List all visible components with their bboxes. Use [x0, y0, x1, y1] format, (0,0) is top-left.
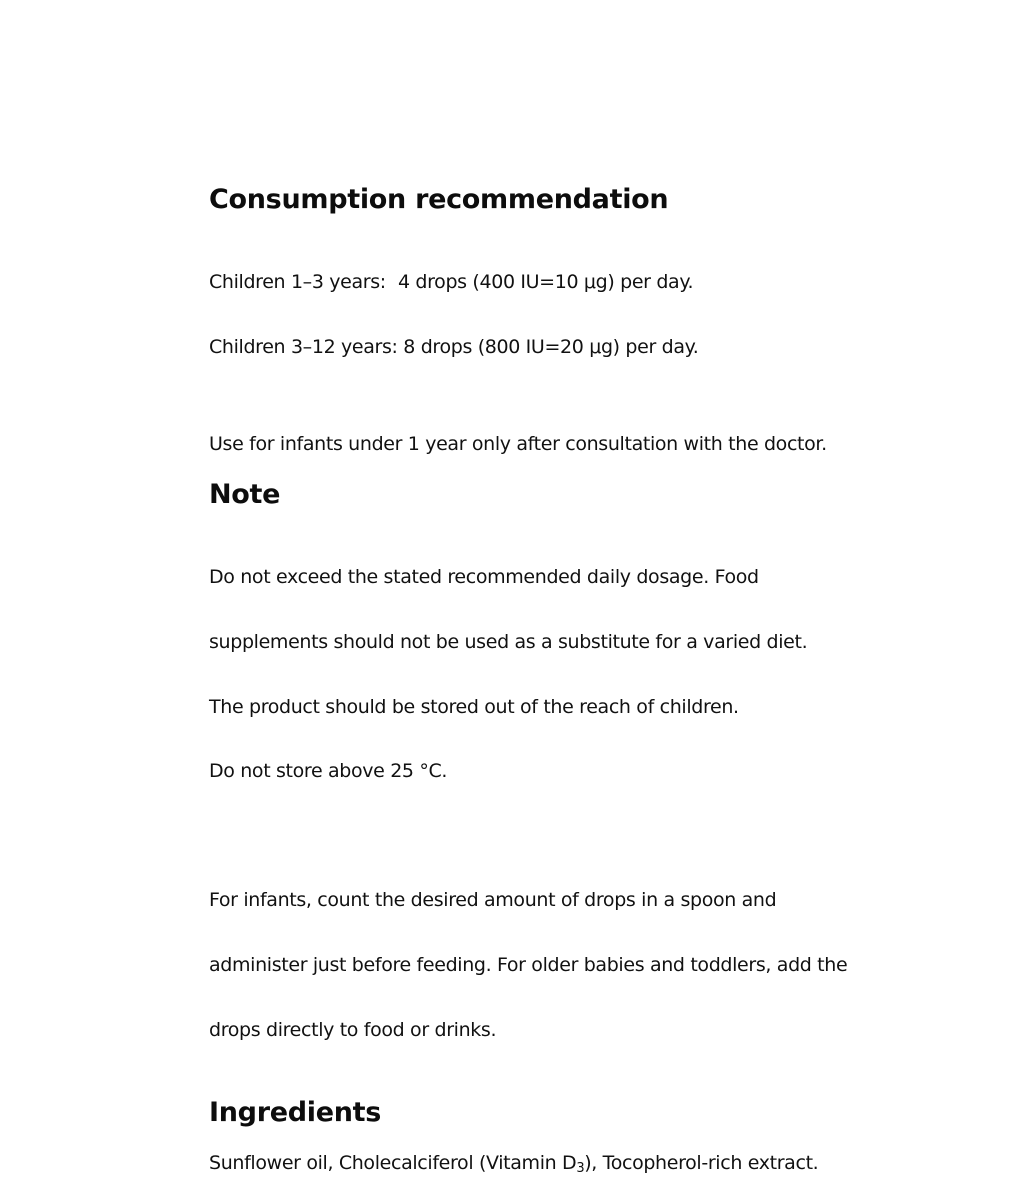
ingredients-text — [209, 1147, 909, 1179]
product-info — [209, 183, 909, 1179]
usage-paragraph — [209, 852, 909, 1078]
ingredients-text-end: ), Tocopherol-rich extract. — [584, 1152, 819, 1175]
spacer — [209, 820, 909, 852]
note-line: The product should be stored out of the reach of children. — [209, 695, 739, 718]
note-line: supplements should not be used as a substitute for a varied diet. — [209, 630, 808, 653]
dosage-age-label: Children 1–3 years: — [209, 271, 386, 294]
usage-line: For infants, count the desired amount of drops in a spoon and — [209, 889, 777, 912]
note-paragraph — [209, 529, 909, 820]
dosage-age-label: Children 3–12 years: — [209, 335, 398, 358]
note-line: Do not store above 25 °C. — [209, 760, 448, 783]
section-divider — [209, 460, 909, 478]
ingredients-heading: Ingredients — [209, 1097, 382, 1129]
note-section — [209, 478, 909, 1078]
dosage-amount: 4 drops (400 IU=10 μg) per day. — [398, 271, 694, 294]
dosage-list — [209, 234, 909, 395]
dosage-amount: 8 drops (800 IU=20 μg) per day. — [403, 335, 699, 358]
ingredients-text-start: Sunflower oil, Cholecalciferol (Vitamin D — [209, 1152, 577, 1175]
usage-line: administer just before feeding. For older babies and toddlers, add the — [209, 953, 848, 976]
note-line: Do not exceed the stated recommended daily dosage. Food — [209, 566, 759, 589]
consumption-section — [209, 183, 909, 460]
consumption-heading: Consumption recommendation — [209, 184, 669, 215]
dosage-row — [209, 331, 909, 363]
note-heading: Note — [209, 479, 281, 511]
spacer — [209, 395, 909, 427]
usage-line: drops directly to food or drinks. — [209, 1018, 497, 1041]
dosage-row — [209, 266, 909, 298]
ingredients-section — [209, 1096, 909, 1179]
section-divider — [209, 1078, 909, 1096]
ingredients-subscript: 3 — [576, 1161, 585, 1177]
infant-note: Use for infants under 1 year only after consultation with the doctor. — [209, 432, 827, 455]
